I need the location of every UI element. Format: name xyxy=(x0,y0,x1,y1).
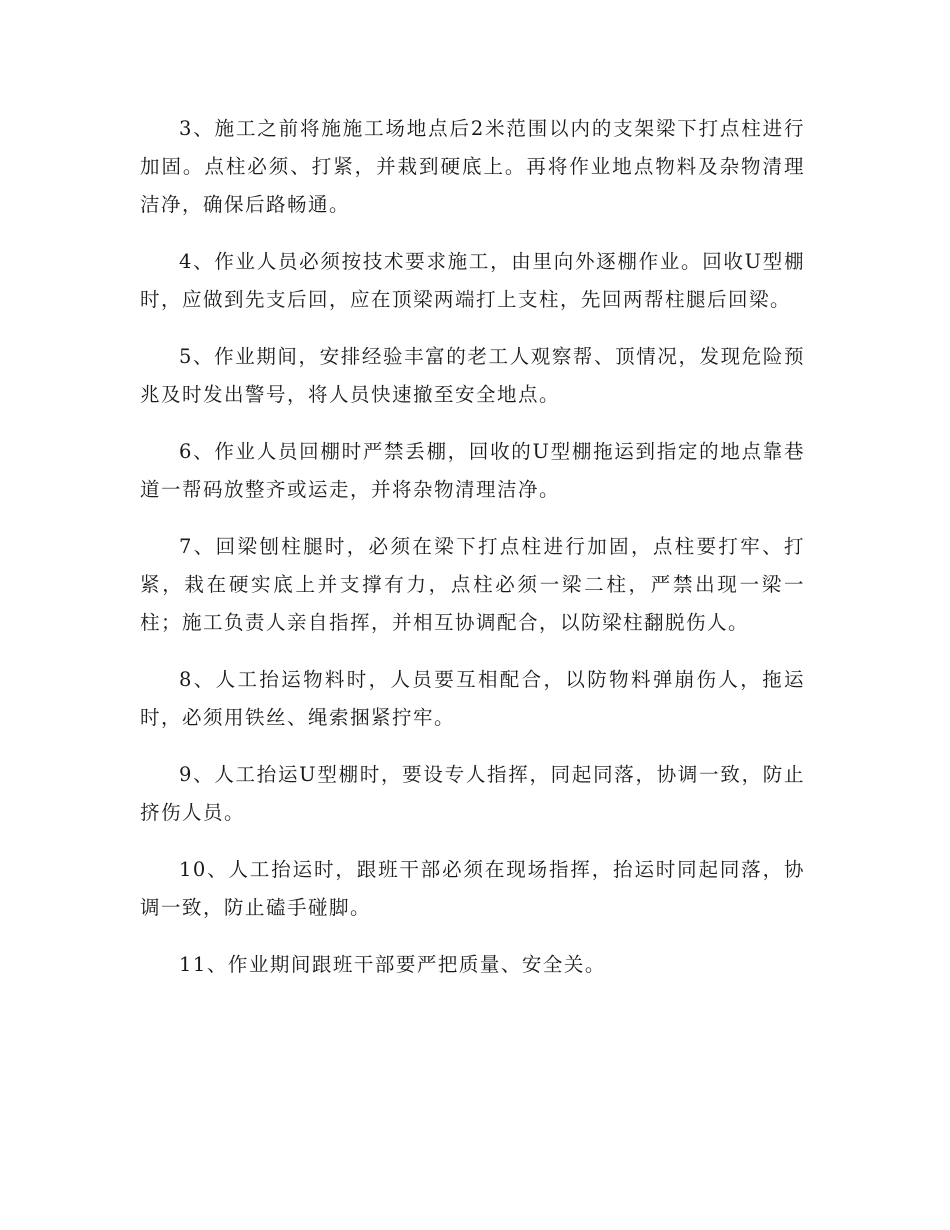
paragraph-item-6: 6、作业人员回棚时严禁丢棚，回收的U型棚拖运到指定的地点靠巷道一帮码放整齐或运走，并将杂物清理洁净。 xyxy=(140,440,805,501)
paragraph-item-10: 10、人工抬运时，跟班干部必须在现场指挥，抬运时同起同落，协调一致，防止磕手碰脚。 xyxy=(140,858,805,919)
paragraph-item-11: 11、作业期间跟班干部要严把质量、安全关。 xyxy=(179,953,606,976)
paragraph-item-4: 4、作业人员必须按技术要求施工，由里向外逐棚作业。回收U型棚时，应做到先支后回，应在顶梁两端打上支柱，先回两帮柱腿后回梁。 xyxy=(140,250,805,311)
paragraph-item-7: 7、回梁刨柱腿时，必须在梁下打点柱进行加固，点柱要打牢、打紧，栽在硬实底上并支撑有力，点柱必须一梁二柱，严禁出现一梁一柱；施工负责人亲自指挥，并相互协调配合，以防梁柱翻脱伤人。 xyxy=(140,535,805,634)
paragraph-item-5: 5、作业期间，安排经验丰富的老工人观察帮、顶情况，发现危险预兆及时发出警号，将人员快速撤至安全地点。 xyxy=(140,345,805,406)
paragraph-item-9: 9、人工抬运U型棚时，要设专人指挥，同起同落，协调一致，防止挤伤人员。 xyxy=(140,763,805,824)
paragraph-item-8: 8、人工抬运物料时，人员要互相配合，以防物料弹崩伤人，拖运时，必须用铁丝、绳索捆紧拧牢。 xyxy=(140,668,805,729)
document-body xyxy=(140,110,805,1003)
paragraph-item-3: 3、施工之前将施施工场地点后2米范围以内的支架梁下打点柱进行加固。点柱必须、打紧，并栽到硬底上。再将作业地点物料及杂物清理洁净，确保后路畅通。 xyxy=(140,117,805,216)
